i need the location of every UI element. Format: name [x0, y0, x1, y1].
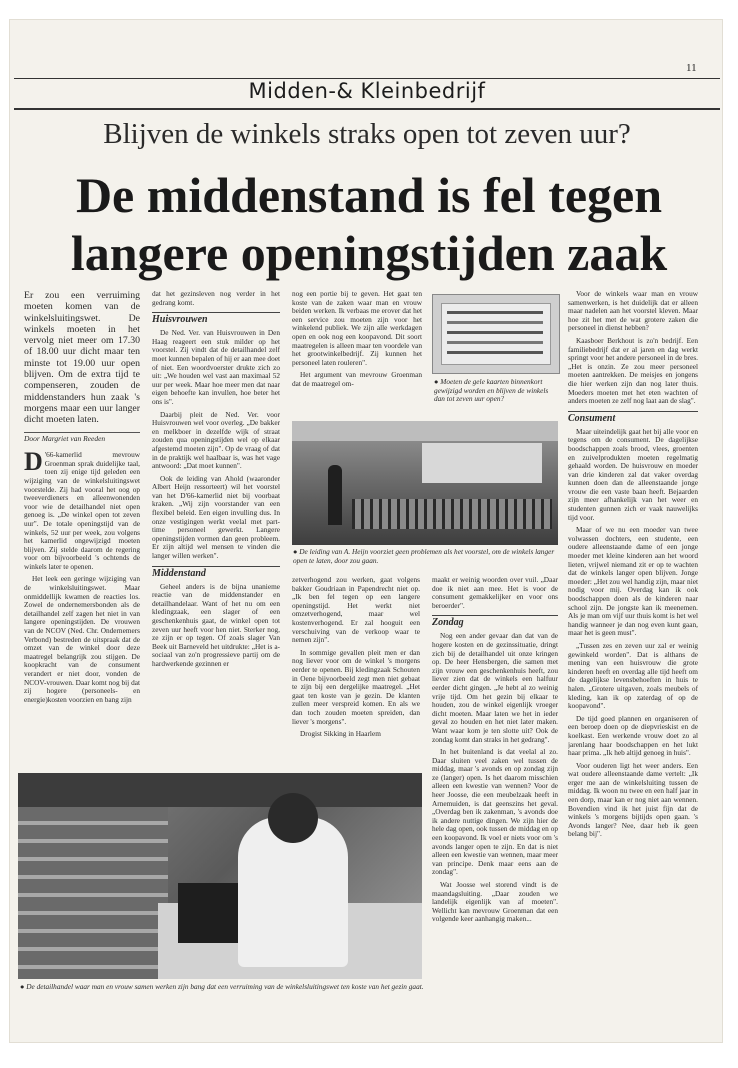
headline-line-2: langere openingstijden zaak	[70, 225, 668, 281]
lead-paragraph: Er zou een verruiming moeten komen van de winkelsluitingswet. De winkels moeten in het vervolg niet meer om 17.30 of 18.00 uur dicht maar ten minste tot 19.00 uur open blijven. Om de extra tijd te compenseren, zouden de middenstanders hun zaak 's morgens maar een uur langer dicht moeten laten.	[24, 290, 140, 426]
schedule-row	[447, 331, 543, 334]
schedule-card-photo	[432, 294, 560, 374]
person-figure	[328, 465, 342, 525]
column-2	[152, 290, 280, 793]
caption-text: Moeten de gele kaarten binnenkort gewijzigd worden en blijven de winkels dan tot zeven uur open?	[434, 377, 549, 404]
article-paragraph: Daarbij pleit de Ned. Ver. voor Huisvrouwen wel voor overleg. „De bakker en melkboer in dezelfde wijk of straat zouden qua openingstijden wel op elkaar afgestemd moeten zijn". Op de vraag of dat in de praktijk wel haalbaar is, was het vage antwoord: „Dat moet kunnen".	[152, 409, 280, 471]
schedule-row	[447, 321, 543, 324]
schedule-row	[447, 311, 543, 314]
bicycle-rack	[352, 499, 552, 529]
caption-bikes: ● De leiding van A. Heijn voorziet geen problemen als het voorstel, om de winkels langer open te laten, door zou gaan.	[293, 547, 555, 565]
caption-text: De detailhandel waar man en vrouw samen werken zijn bang dat een verruiming van de winkelsluitingswet ten koste van het gezin gaat.	[26, 982, 424, 991]
article-paragraph: maakt er weinig woorden over vuil. „Daar doe ik niet aan mee. Het is voor de consument gemakkelijker en voor ons beroerder".	[432, 576, 558, 610]
column-3	[292, 290, 422, 422]
article-paragraph: In het buitenland is dat veelal al zo. Daar sluiten veel zaken wel tussen de middag, maar 's avonds en op zondag zijn ze (langer) open. Is het daarom misschien alleen een kwestie van wennen? Voor de heer Joosse, die een meubelzaak heeft in Arnemuiden, is dat geenszins het geval. „Overdag ben ik zakenman, 's avonds doe ik andere nuttige dingen. We zijn hier de hele dag open, ook tussen de middag en op een koopavond. Ik voel er niets voor om 's avonds langer open te zijn. En dat is niet alleen een kwestie van wennen, maar meer van principe. Denk maar eens aan de zondag".	[432, 747, 558, 877]
drop-cap: D	[24, 447, 43, 477]
section-title: Midden-& Kleinbedrijf	[248, 79, 486, 103]
article-paragraph: De tijd goed plannen en organiseren of een beroep doen op de diepvrieskist en de koelkast. Een werkende vrouw doet zo al jarenlang haar boodschappen en het lukt haar prima. „Ik heb altijd genoeg in huis".	[568, 713, 698, 758]
shop-interior-photo	[18, 773, 422, 979]
caption-schedule: ● Moeten de gele kaarten binnenkort gewijzigd worden en blijven de winkels dan tot zeven uur open?	[434, 377, 549, 404]
awning	[292, 421, 558, 441]
byline: Door Margriet van Reeden	[24, 432, 140, 444]
article-paragraph: Ook de leiding van Ahold (waaronder Albert Heijn ressorteert) wil het voorstel van het D'66-kamerlid niet bij voorbaat kraken. „Wij zijn voorstander van een flexibel beleid. Een eigen invulling dus. In onze vestigingen werkt veelal met part-time personeel gewerkt. Langere openingstijden vormen dan geen probleem. Er zijn altijd wel mensen te vinden die langer willen werken".	[152, 473, 280, 561]
section-rule-bottom	[14, 108, 720, 110]
headline-line-1: De middenstand is fel tegen	[75, 167, 663, 223]
shop-ceiling	[18, 773, 422, 807]
article-paragraph: Kaasboer Berkhout is zo'n bedrijf. Een familiebedrijf dat er al jaren en dag werkt springt voor het andere personeel in de bres. „Het is onzin. Ze zou meer personeel moeten aantrekken. De meisjes en jongens die hier werken zijn dan nog later thuis. Moeders moeten met het eten wachten of anders moeten ze zelf nog laat aan de slag".	[568, 335, 698, 406]
schedule-row	[447, 351, 543, 354]
column-3-lower	[292, 576, 420, 752]
column-4	[432, 576, 558, 1046]
article-paragraph: Wat Joosse wel storend vindt is de maandagsluiting. „Daar zouden we landelijk eigenlijk van af moeten". Wellicht kan mevrouw Groenman dat een volgende keer aanhangig maken...	[432, 880, 558, 924]
article-paragraph: Maar of we nu een moeder van twee volwassen dochters, een studente, een oudere alleenstaande dame of een jonge moeder met kleine kinderen aan het woord lieten, vrijwel niemand zit er op te wachten dat de winkels langer open blijven. Jonge moeder: „Het zou wel handig zijn, maar niet nodig voor mij. Overdag kan ik ook boodschappen doen als de kinderen naar school zijn. De jongste kan ik meenemen. Als je man om vijf uur thuis komt is het wel handig wanneer je dan nog even kunt gaan, maar het is geen must".	[568, 525, 698, 638]
article-paragraph: Drogist Sikking in Haarlem	[300, 729, 381, 739]
shopkeeper-head	[268, 793, 318, 843]
article-paragraph: nog een portie bij te geven. Het gaat ten koste van de zaken waar man en vrouw beiden werken. Ik verbaas me erover dat het een service zou moeten zijn voor het winkelend publiek. We zijn alle werkdagen open en ook nog een koopavond. Dit soort maatregelen is alleen maar ten voordele van het grootwinkelbedrijf. Zij kunnen het personeel laten rouleren".	[292, 290, 422, 367]
article-paragraph: Het leek een geringe wijziging van de winkelsluitingswet. Maar onmiddellijk kwamen de reacties los. Zowel de ondernemersbonden als de detailhandel zelf zagen het niet in van langere openingstijden. De vrouwen van de NCOV (Ned. Chr. Ondernemers Verbond) bestreden de uitspraak dat de omzet van de winkel door deze maatregel belangrijk zou stijgen. De koopkracht van de consument verandert er niet door, vonden de NCOV-vrouwen. Daar komt nog bij dat zij hogere (personeels- en energie)kosten voorzien en bang zijn	[24, 574, 140, 704]
subheading-consument: Consument	[568, 411, 698, 425]
caption-text: De leiding van A. Heijn voorziet geen problemen als het voorstel, om de winkels langer open te laten, door zou gaan.	[293, 547, 555, 565]
column-1	[24, 290, 140, 793]
subheading-middenstand: Middenstand	[152, 566, 280, 580]
article-paragraph: Voor de winkels waar man en vrouw samenwerken, is het duidelijk dat er alleen maar nadelen aan het voorstel kleven. Maar hoe zit het met de wat grotere zaken die personeel in dienst hebben?	[568, 290, 698, 333]
shop-window	[422, 443, 542, 483]
article-paragraph: Geheel anders is de bijna unanieme reactie van de middenstander en detailhandelaar. Want of het nu om een kledingzaak, een slager of een geschenkenhuis gaat, de winkel open tot zeven uur heeft voor hen niet. Sterker nog, ze zijn er op tegen. Of zoals slager Van Beek uit Barneveld het uitdrukte: „Het is a-sociaal van zo'n progressieve partij om de hardwerkende gezinnen er	[152, 581, 280, 668]
article-paragraph: dat het gezinsleven nog verder in het gedrang komt.	[152, 290, 280, 307]
schedule-row	[447, 341, 543, 344]
column-5	[568, 290, 698, 1012]
cash-register	[178, 883, 238, 943]
shop-shelves	[18, 807, 168, 979]
caption-shop: ● De detailhandel waar man en vrouw samen werken zijn bang dat een verruiming van de winkelsluitingswet ten koste van het gezin gaat.	[20, 982, 424, 991]
article-paragraph: De Ned. Ver. van Huisvrouwen in Den Haag reageert een stuk milder op het voorstel. Zij vindt dat de detailhandel zelf moet kunnen bepalen of hij er aan mee doet of niet. Een woordvoerster drukte zich zo uit: „We houden wel vast aan maximaal 52 uur per week. Maar hoe meer men dat naar eigen behoefte kan invullen, hoe beter het ons is".	[152, 328, 280, 406]
article-paragraph: „Tussen zes en zeven uur zal er weinig gewinkeld worden". Dat is althans de mening van een huisvrouw die grote kinderen heeft en overdag alle tijd heeft om de dagelijkse levensbehoeften in huis te halen. „Grotere uitgaven, zoals meubels of kleding, kan ik op zaterdag of op de koopavond".	[568, 640, 698, 711]
article-paragraph	[24, 447, 140, 571]
article-paragraph: zetverhogend zou werken, gaat volgens bakker Goudriaan in Papendrecht niet op. „Ik ben fel tegen op een langere openingstijd. Het werkt niet omzetverhogend, maar wel kostenverhogend. Er zal hooguit een verschuiving van de verkoop waar te nemen zijn".	[292, 576, 420, 645]
article-paragraph: Het argument van mevrouw Groenman dat de maatregel om-	[292, 370, 422, 388]
article-paragraph: In sommige gevallen pleit men er dan nog liever voor om de winkel 's morgens eerder te openen. Bij kledingzaak Schouten in Oene bijvoorbeeld zegt men niet gebaat te zijn bij een dergelijke maatregel. „Het gaat ten koste van je gezin. De klanten zullen meer verspreid komen. En als we dan toch zouden moeten spreiden, dan liever 's morgens".	[292, 647, 420, 726]
subheading-zondag: Zondag	[432, 615, 558, 629]
kicker-headline: Blijven de winkels straks open tot zeven uur?	[103, 118, 631, 150]
paragraph-text: '66-kamerlid mevrouw Groenman sprak duidelijke taal, toen zij enige tijd geleden een wijziging van de winkelsluitingswet voorstelde. Zij had vooral het oog op tweeverdieners en alleenwonenden voor wie de detailhandel niet open genoeg is. „De winkel open tot zeven uur". De totale openingstijd van de winkels, 52 uur per week, zou volgens het kamerlid ongewijzigd moeten blijven. Zij stelde daarom de regering voor om bijvoorbeeld 's ochtends de winkels later te openen.	[24, 450, 140, 571]
article-paragraph: Nog een ander gevaar dan dat van de hogere kosten en de gezinssituatie, dringt zich bij de detailhandel uit onze kringen op. De heer Hensbergen, die samen met zijn vrouw een geschenkenhuis heeft, zou liever zien dat de winkels een halfuur eerder dicht gingen. „Je hebt al zo weinig vrije tijd. Om het gezin bij elkaar te houden, zou de winkel eigenlijk vroeger dicht moeten. Maar laten we het in ieder geval zo houden en het niet later maken. Want waar kom je ten slotte uit? Ook de zondag komt dan straks in het gedrang".	[432, 631, 558, 744]
main-headline	[24, 166, 714, 282]
article-paragraph: Voor ouderen ligt het weer anders. Een wat oudere alleenstaande dame vertelt: „Ik erger me aan de winkelsluiting tussen de middag. Ik woon nu twee en een half jaar in een dorp, maar kan er nog niet aan wennen. Bovendien vind ik het juist fijn dat de winkels 's morgens bijtijds open gaan. 's Avonds langer? Nee, daar heb ik geen belang bij".	[568, 760, 698, 839]
page-number: 11	[686, 62, 697, 74]
article-paragraph: Maar uiteindelijk gaat het bij alle voor en tegens om de consument. De dagelijkse boodschappen zoals brood, vlees, groenten en zuivelprodukten moeten regelmatig gehaald worden. De huisvrouw en moeder van drie kinderen zal dat vaker overdag kunnen doen dan de alleenstaande jonge vrouw die een vaste baan heeft. Bejaarden zijn meer afhankelijk van het weer en studenten gunnen zich er vaak nauwelijks tijd voor.	[568, 426, 698, 522]
store-front-bicycles-photo	[292, 421, 558, 545]
subheading-huisvrouwen: Huisvrouwen	[152, 312, 280, 326]
